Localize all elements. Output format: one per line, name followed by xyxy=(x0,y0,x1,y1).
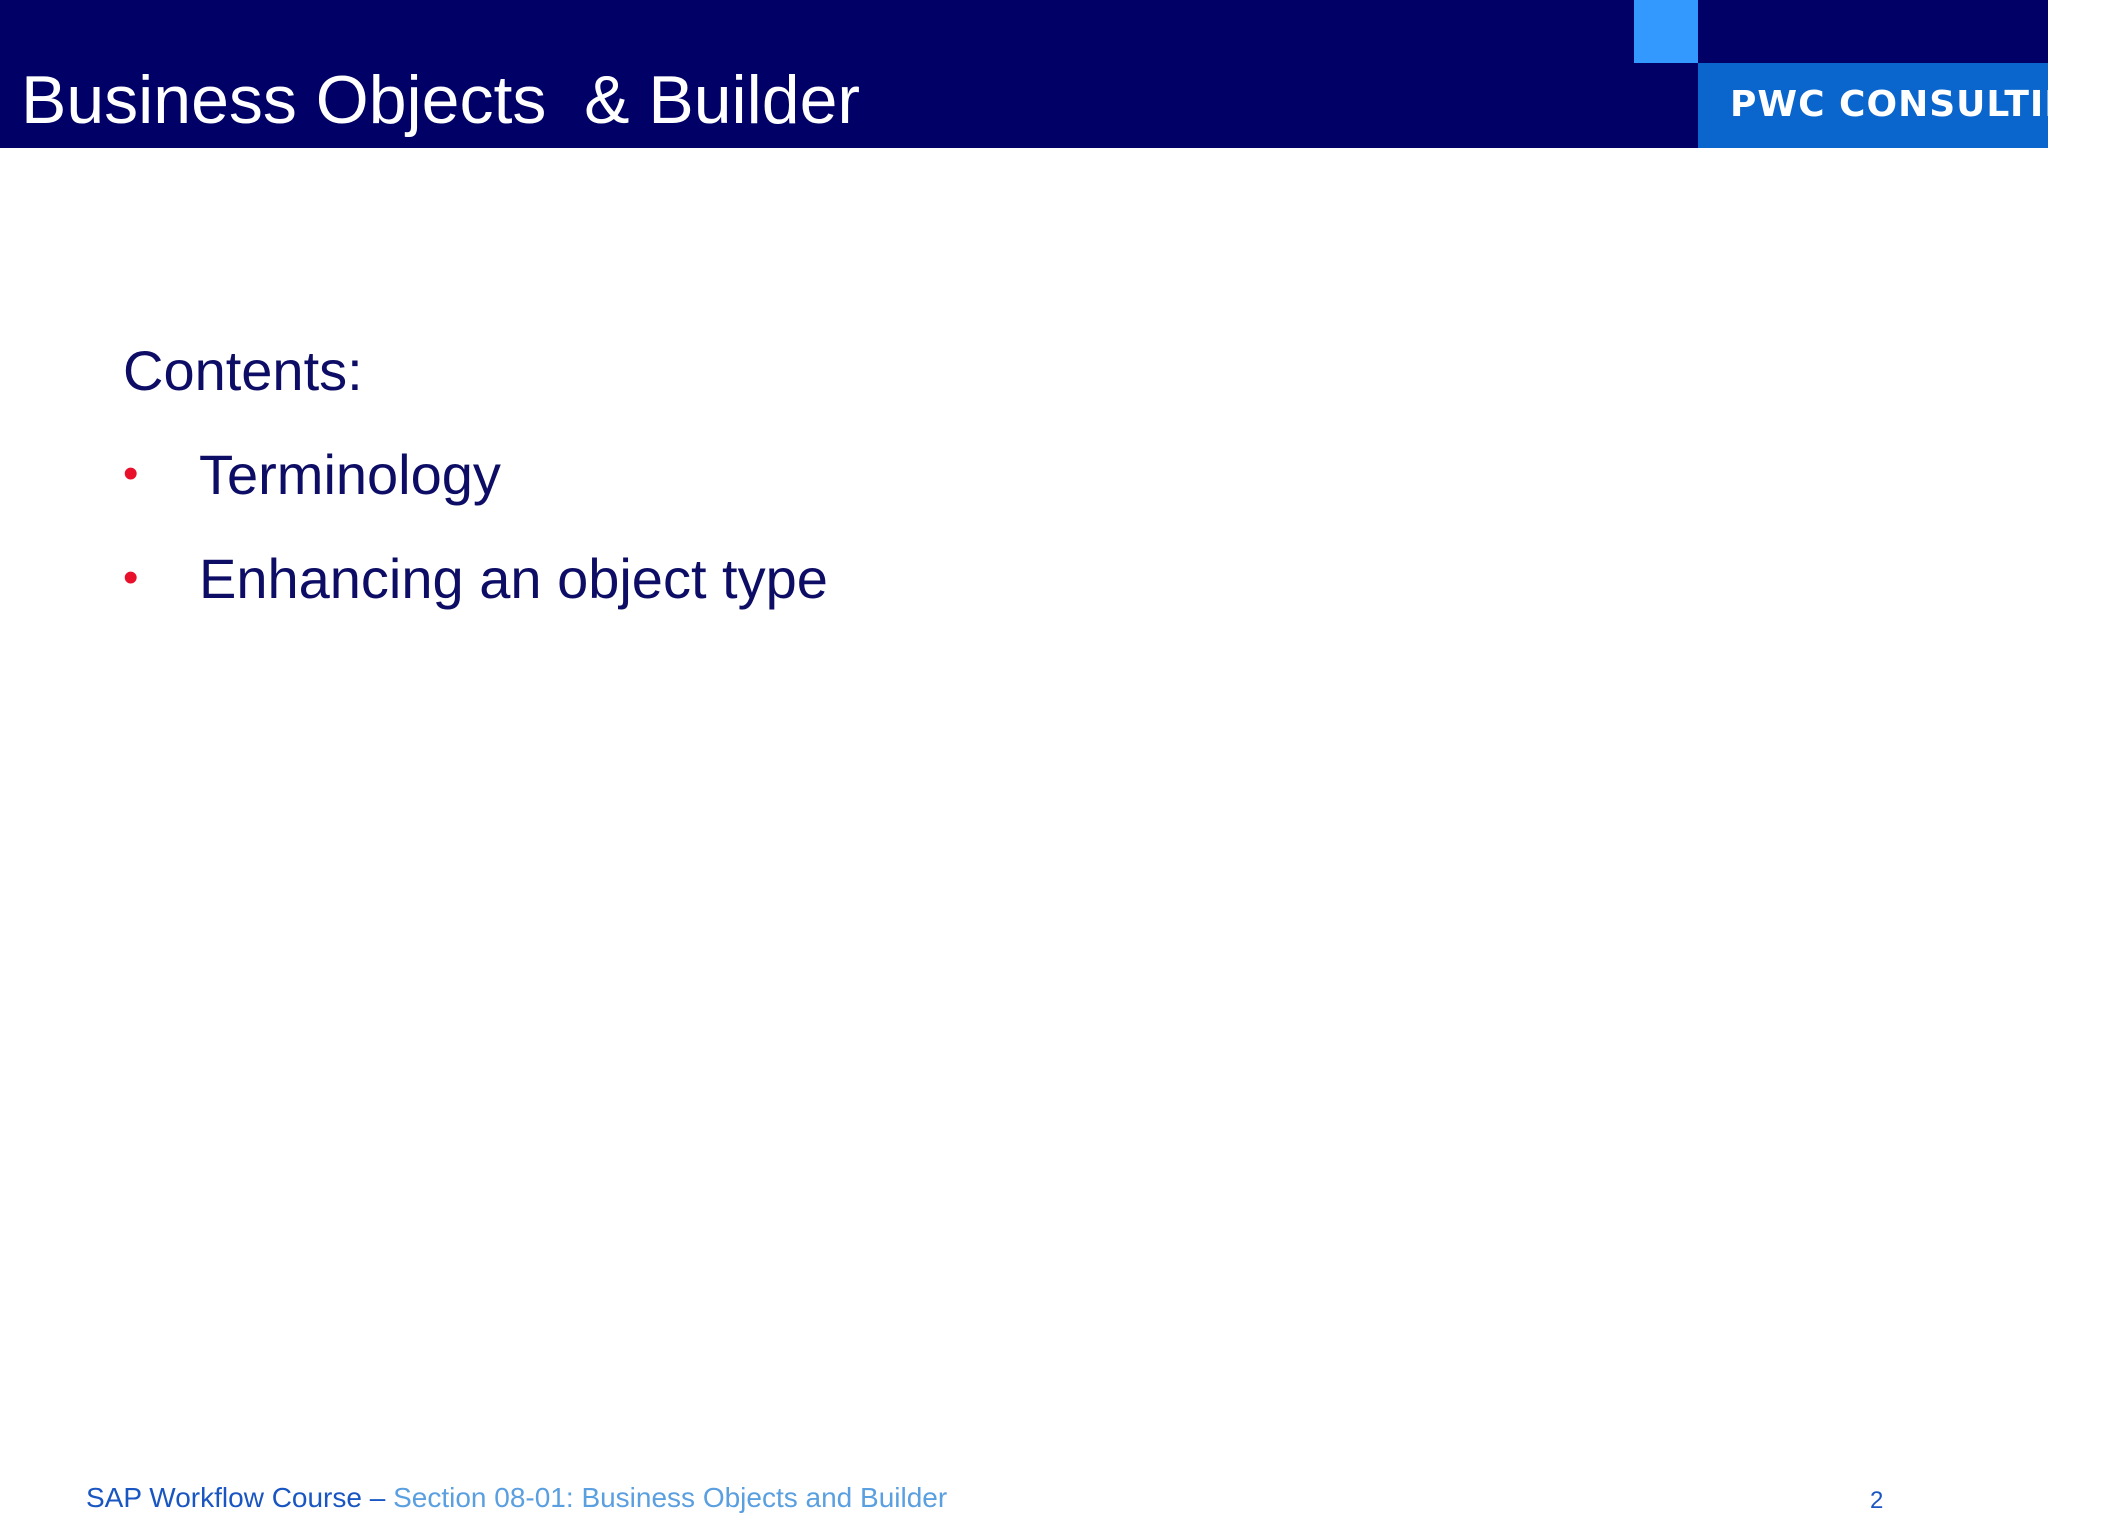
contents-heading: Contents: xyxy=(123,339,363,402)
page-number: 2 xyxy=(1870,1487,1884,1514)
header-bar xyxy=(0,0,2106,148)
bullet-icon: • xyxy=(123,553,139,602)
bullet-label: Terminology xyxy=(199,443,501,506)
slide-title: Business Objects & Builder xyxy=(21,62,861,138)
bullet-icon: • xyxy=(123,449,139,498)
footer-course: SAP Workflow Course – xyxy=(86,1482,394,1513)
footer-section: Section 08-01: Business Objects and Builder xyxy=(393,1482,948,1513)
logo-text: PWC CONSULTING xyxy=(1730,84,2106,125)
footer xyxy=(86,1480,947,1516)
logo xyxy=(1698,63,2106,148)
bullet-label: Enhancing an object type xyxy=(199,547,828,610)
accent-square xyxy=(1634,0,1698,63)
